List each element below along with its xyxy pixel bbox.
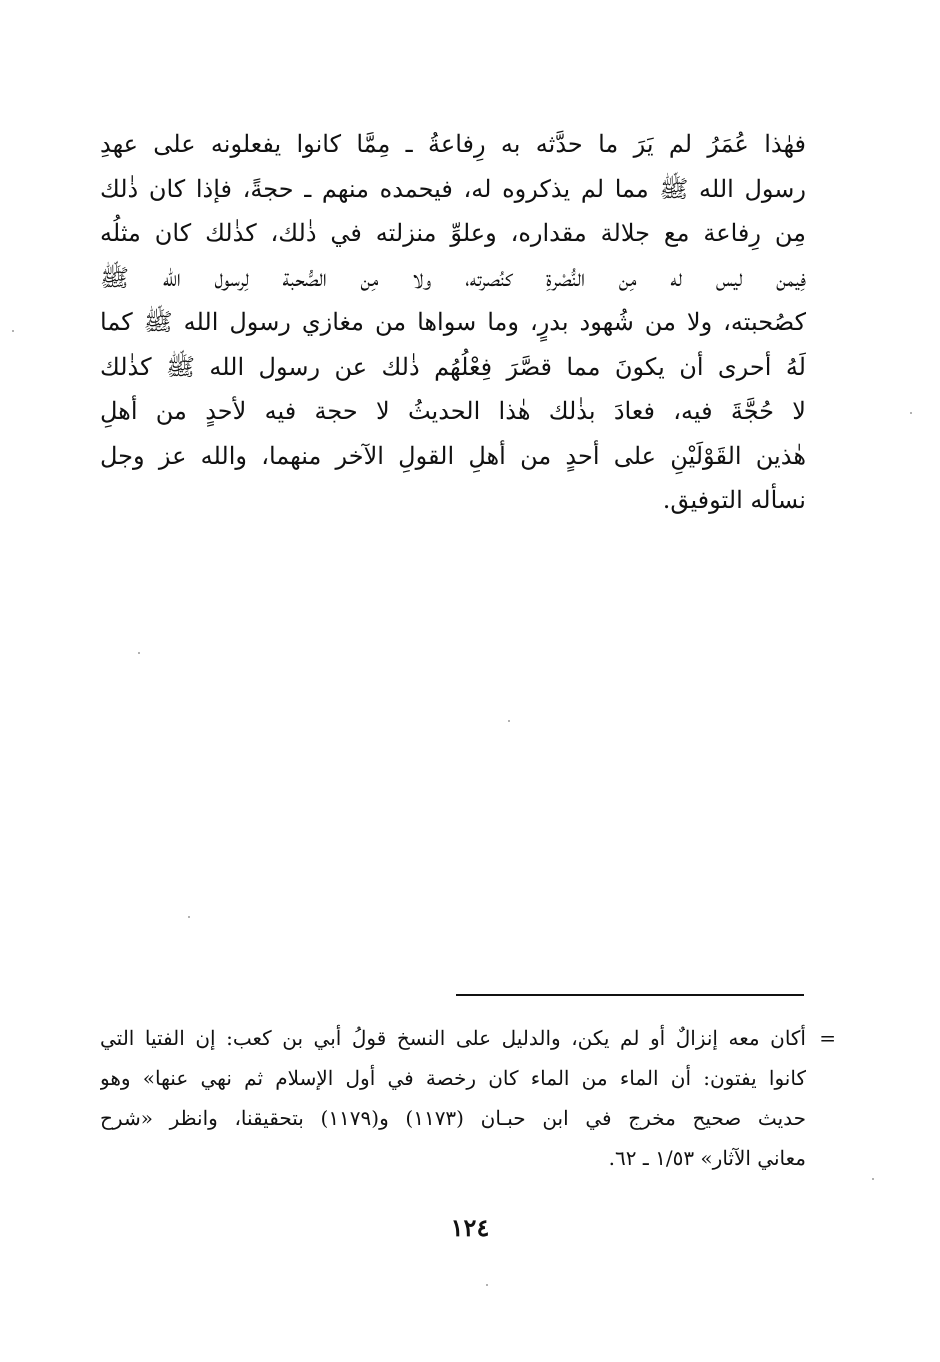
main-text-line: كصُحبته، ولا من شُهود بدرٍ، وما سواها من مغازي رسول الله ﷺ كما	[100, 308, 806, 336]
main-text-line: لا حُجَّةَ فيه، فعادَ بذٰلك هٰذا الحديثُ لا حجة فيه لأحدٍ من أهلِ	[100, 397, 806, 425]
main-text-block	[100, 122, 806, 523]
scan-speck	[872, 1178, 874, 1180]
main-text-line: فهٰذا عُمَرُ لم يَرَ ما حدَّثه به رِفاعةُ ـ مِمَّا كانوا يفعلونه على عهدِ	[100, 130, 806, 158]
scan-speck	[910, 412, 912, 414]
scan-speck	[12, 330, 14, 332]
main-text-line: نسأله التوفيق.	[662, 486, 806, 514]
scan-speck	[508, 720, 510, 722]
main-text-line: هٰذين القَوْلَيْنِ على أحدٍ من أهلِ القولِ الآخر منهما، والله عز وجل	[100, 441, 806, 470]
footnote-block	[100, 1018, 836, 1178]
page-number: ١٢٤	[450, 1213, 490, 1242]
footnote-line: معاني الآثار» ١/٥٣ ـ ٦٢.	[608, 1146, 806, 1170]
footnote-lines	[100, 1018, 806, 1178]
main-text-line: لَهُ أحرى أن يكونَ مما قصَّرَ فِعْلُهُم ذٰلك عن رسول الله ﷺ كذٰلك	[100, 352, 806, 381]
scan-speck	[486, 1284, 488, 1286]
scan-speck	[138, 652, 140, 654]
scan-speck	[188, 916, 190, 918]
main-text-line: فِيمن ليس له مِن النُّصْرةِ كنُصرته، ولا مِن الصُّحبة لِرسول الله ﷺ	[100, 263, 806, 292]
footnote-line: كانوا يفتون: أن الماء من الماء كان رخصة في أول الإسلام ثم نهي عنها» وهو	[100, 1066, 806, 1090]
main-text-line: مِن رِفاعة مع جلالة مقداره، وعلوِّ منزلته في ذٰلك، كذٰلك كان مثلُه	[100, 219, 806, 247]
main-text-line: رسول الله ﷺ مما لم يذكروه له، فيحمده منهم ـ حجةً، فإذا كان ذٰلك	[100, 174, 806, 203]
footnote-line: أكان معه إنزالٌ أو لم يكن، والدليل على النسخ قولُ أبي بن كعب: إن الفتيا التي	[100, 1026, 806, 1050]
footnote-separator	[456, 994, 804, 996]
footnote-continuation-marker: =	[819, 1026, 836, 1050]
footnote-line: حديث صحيح مخرج في ابن حبـان (١١٧٣) و(١١٧٩) بتحقيقنا، وانظر «شرح	[100, 1106, 806, 1130]
